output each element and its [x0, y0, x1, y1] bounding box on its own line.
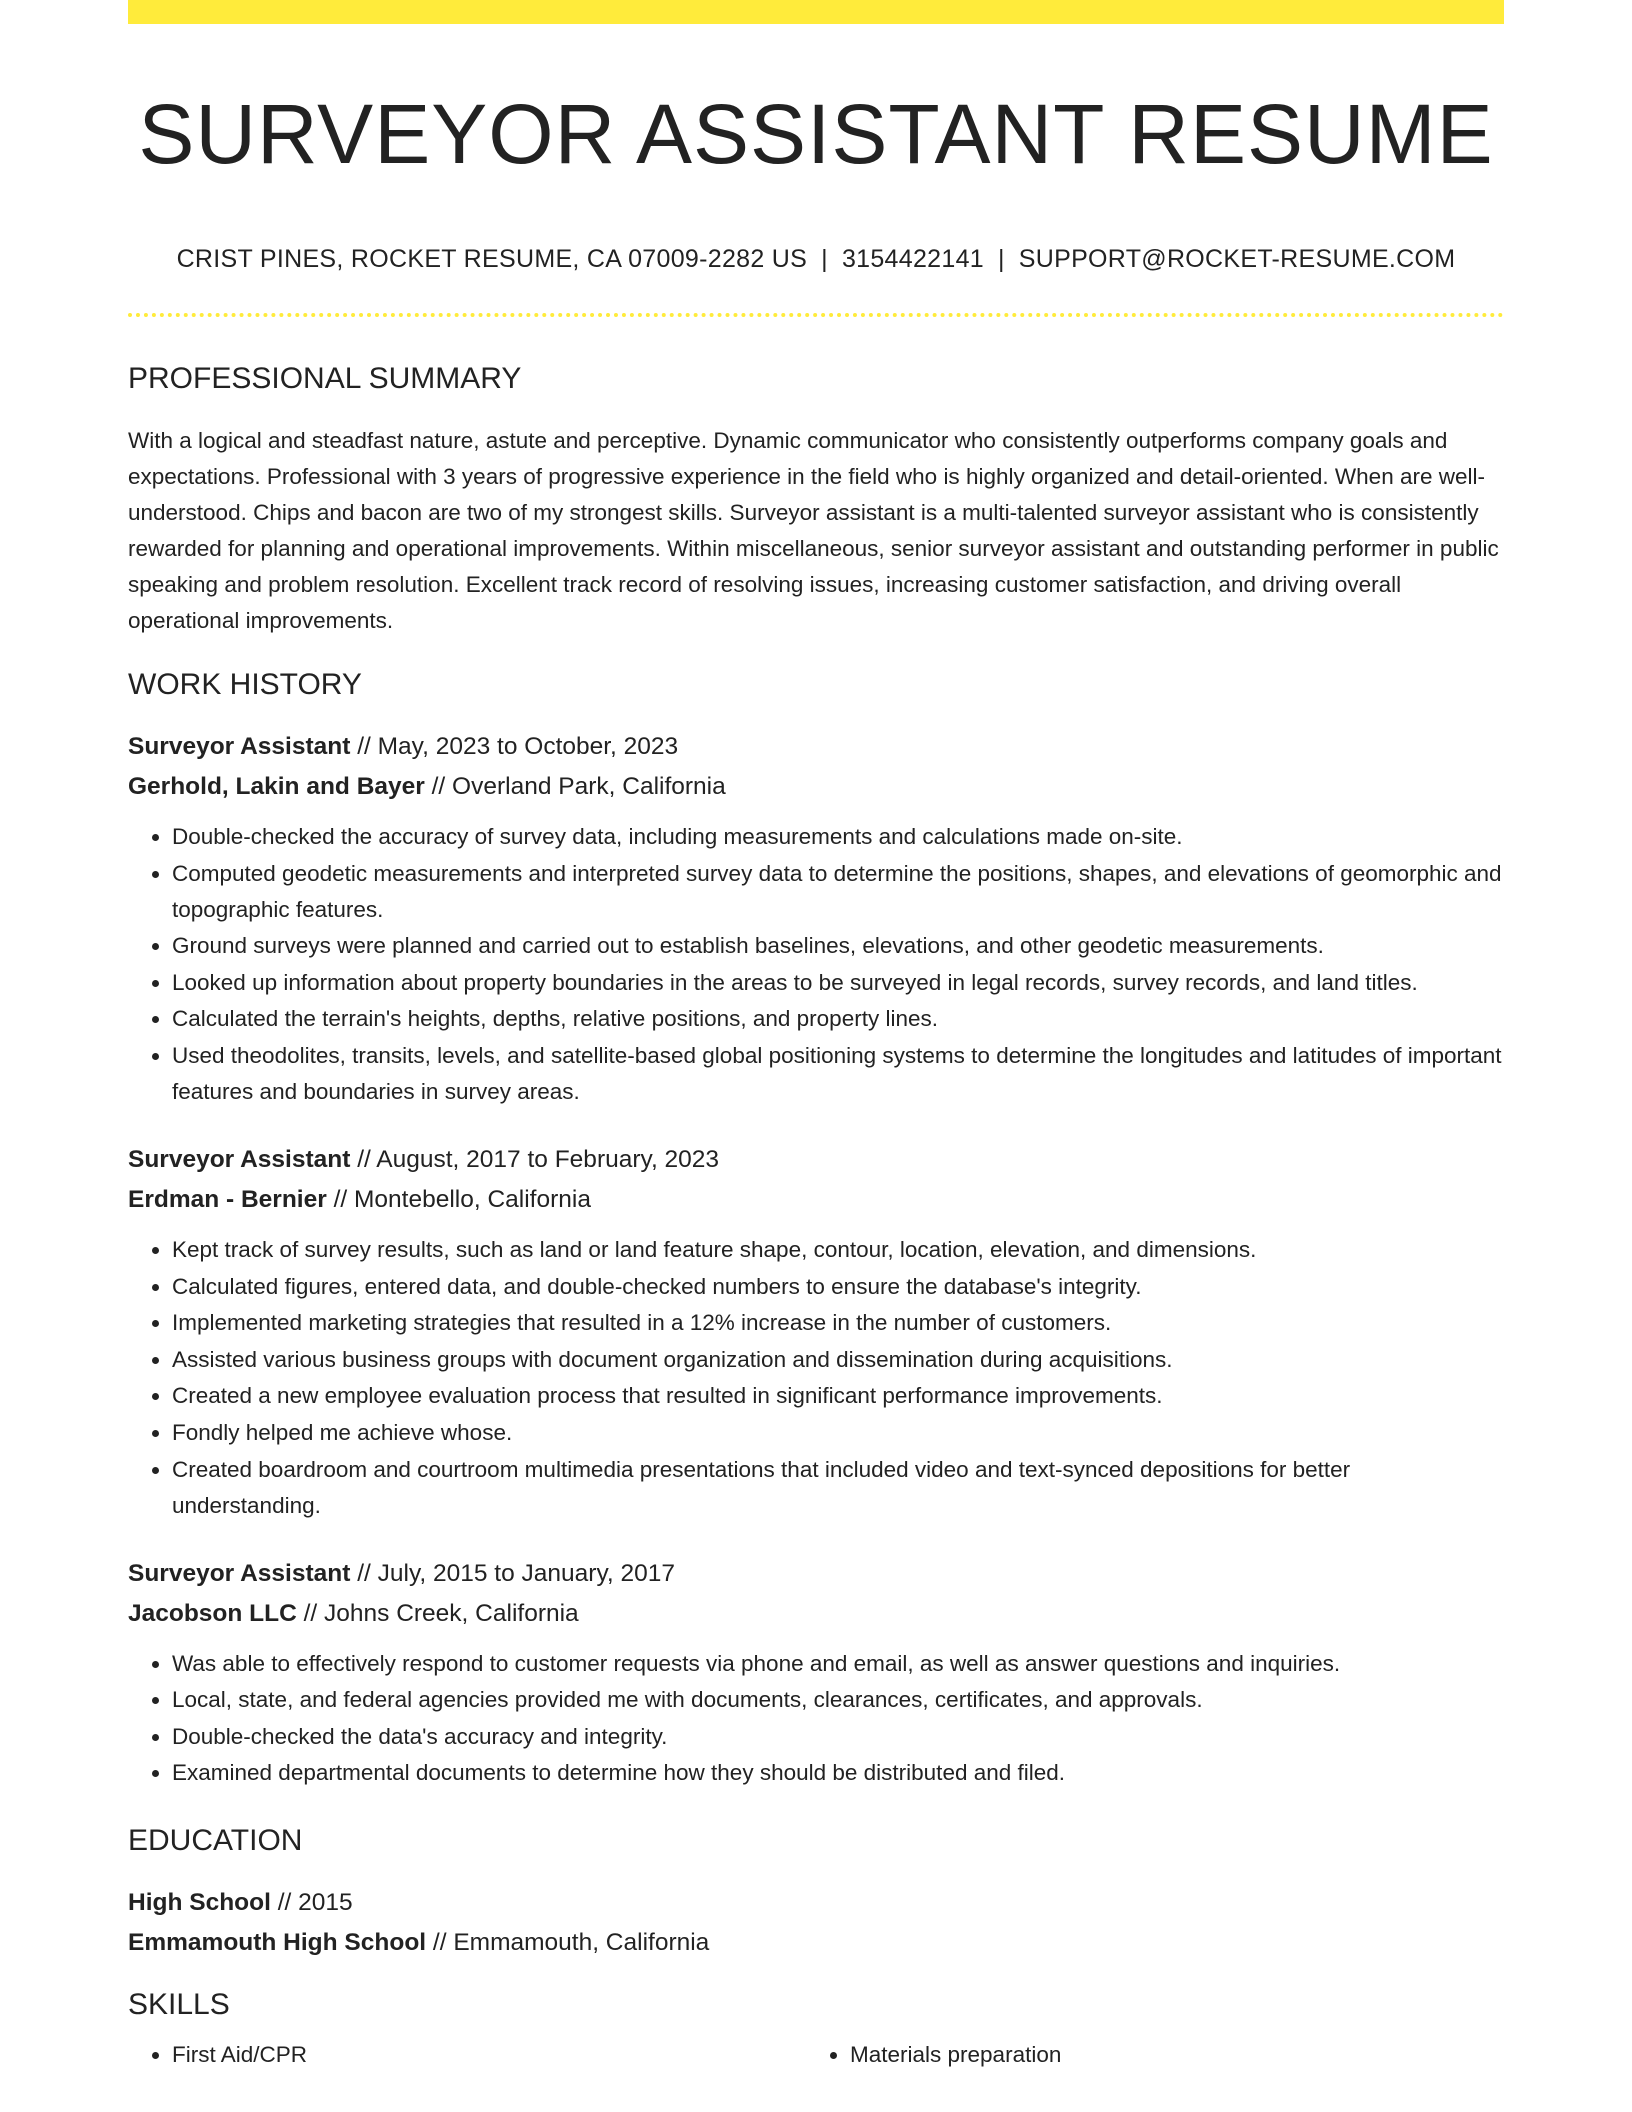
skills-column-right	[806, 2037, 1484, 2073]
job-company: Gerhold, Lakin and Bayer	[128, 773, 425, 800]
job-company-line	[128, 1594, 1504, 1634]
summary-heading: PROFESSIONAL SUMMARY	[128, 362, 522, 395]
list-item: • Calculated figures, entered data, and double-checked numbers to ensure the database's integrity.	[172, 1269, 1504, 1305]
job-bullets	[128, 1646, 1504, 1792]
job-company: Jacobson LLC	[128, 1599, 297, 1627]
list-item: • Examined departmental documents to determine how they should be distributed and filed.	[172, 1755, 1504, 1791]
job-title-line	[128, 1554, 1504, 1594]
contact-line	[128, 242, 1504, 276]
page-title: SURVEYOR ASSISTANT RESUME	[138, 87, 1494, 181]
job-dates: // July, 2015 to January, 2017	[350, 1559, 676, 1587]
job-dates: // May, 2023 to October, 2023	[350, 733, 679, 760]
education-school: Emmamouth High School	[128, 1929, 427, 1957]
job-title-line	[128, 727, 1504, 767]
work-history-heading: WORK HISTORY	[128, 668, 362, 701]
job-location: // Johns Creek, California	[296, 1599, 579, 1627]
list-item: • Double-checked the accuracy of survey data, including measurements and calculations made on-site.	[172, 819, 1504, 855]
education-degree-line	[128, 1883, 1504, 1923]
education-entry	[128, 1883, 1504, 1963]
contact-phone: 3154422141	[841, 245, 984, 273]
education-degree: High School	[128, 1889, 271, 1917]
list-item: • Computed geodetic measurements and interpreted survey data to determine the positions, shapes, and elevations of geomorphic and topographic features.	[172, 856, 1504, 928]
list-item: • Local, state, and federal agencies provided me with documents, clearances, certificates, and approvals.	[172, 1682, 1504, 1718]
skills-heading: SKILLS	[128, 1988, 230, 2022]
job-bullets	[128, 819, 1504, 1110]
job-location: // Montebello, California	[326, 1185, 591, 1213]
job-entry	[128, 727, 1504, 1110]
work-history-section	[128, 727, 1504, 1791]
job-company-line	[128, 767, 1504, 807]
skills-column-left	[128, 2037, 806, 2073]
list-item: • Assisted various business groups with document organization and dissemination during acquisitions.	[172, 1342, 1504, 1378]
education-year: // 2015	[270, 1889, 353, 1917]
contact-email: SUPPORT@ROCKET-RESUME.COM	[1018, 245, 1456, 273]
list-item: • Created a new employee evaluation process that resulted in significant performance improvements.	[172, 1378, 1504, 1414]
job-entry	[128, 1140, 1504, 1524]
list-item: • Implemented marketing strategies that resulted in a 12% increase in the number of customers.	[172, 1305, 1504, 1341]
job-title: Surveyor Assistant	[128, 1145, 351, 1173]
list-item: • Used theodolites, transits, levels, and satellite-based global positioning systems to determine the longitudes and latitudes of important features and boundaries in survey areas.	[172, 1038, 1504, 1110]
job-company: Erdman - Bernier	[128, 1185, 327, 1213]
resume-page	[128, 0, 1504, 2073]
contact-separator: |	[997, 245, 1005, 273]
skills-list	[128, 2037, 1504, 2073]
list-item: • Calculated the terrain's heights, depths, relative positions, and property lines.	[172, 1001, 1504, 1037]
top-accent-bar	[128, 0, 1504, 24]
job-location: // Overland Park, California	[424, 773, 726, 800]
education-location: // Emmamouth, California	[426, 1929, 710, 1957]
contact-separator: |	[821, 245, 828, 273]
summary-text: With a logical and steadfast nature, astute and perceptive. Dynamic communicator who consistently outperforms company goals and expectations. Professional with 3 years of progressive experience in the field who is highly organized and detail-oriented. When are well-understood. Chips and bacon are two of my strongest skills. Surveyor assistant is a multi-talented surveyor assistant who is consistently rewarded for planning and operational improvements. Within miscellaneous, senior surveyor assistant and outstanding performer in public speaking and problem resolution. Excellent track record of resolving issues, increasing customer satisfaction, and driving overall operational improvements.	[128, 428, 1499, 633]
job-dates: // August, 2017 to February, 2023	[350, 1145, 720, 1173]
list-item: • Materials preparation	[850, 2037, 1484, 2073]
list-item: • Double-checked the data's accuracy and integrity.	[172, 1719, 1504, 1755]
contact-address: CRIST PINES, ROCKET RESUME, CA 07009-2282 US	[176, 245, 808, 273]
list-item: • First Aid/CPR	[172, 2037, 806, 2073]
job-title-line	[128, 1140, 1504, 1180]
education-heading: EDUCATION	[128, 1824, 303, 1858]
job-company-line	[128, 1180, 1504, 1220]
job-title: Surveyor Assistant	[128, 733, 351, 760]
dotted-divider	[128, 313, 1504, 317]
list-item: • Was able to effectively respond to customer requests via phone and email, as well as answer questions and inquiries.	[172, 1646, 1504, 1682]
education-school-line	[128, 1923, 1504, 1963]
job-bullets	[128, 1232, 1504, 1524]
job-entry	[128, 1554, 1504, 1792]
list-item: • Kept track of survey results, such as land or land feature shape, contour, location, elevation, and dimensions.	[172, 1232, 1504, 1268]
list-item: • Looked up information about property boundaries in the areas to be surveyed in legal records, survey records, and land titles.	[172, 965, 1504, 1001]
list-item: • Ground surveys were planned and carried out to establish baselines, elevations, and other geodetic measurements.	[172, 928, 1504, 964]
list-item: • Fondly helped me achieve whose.	[172, 1415, 1504, 1451]
job-title: Surveyor Assistant	[128, 1559, 351, 1587]
list-item: • Created boardroom and courtroom multimedia presentations that included video and text-synced depositions for better understanding.	[172, 1452, 1504, 1524]
